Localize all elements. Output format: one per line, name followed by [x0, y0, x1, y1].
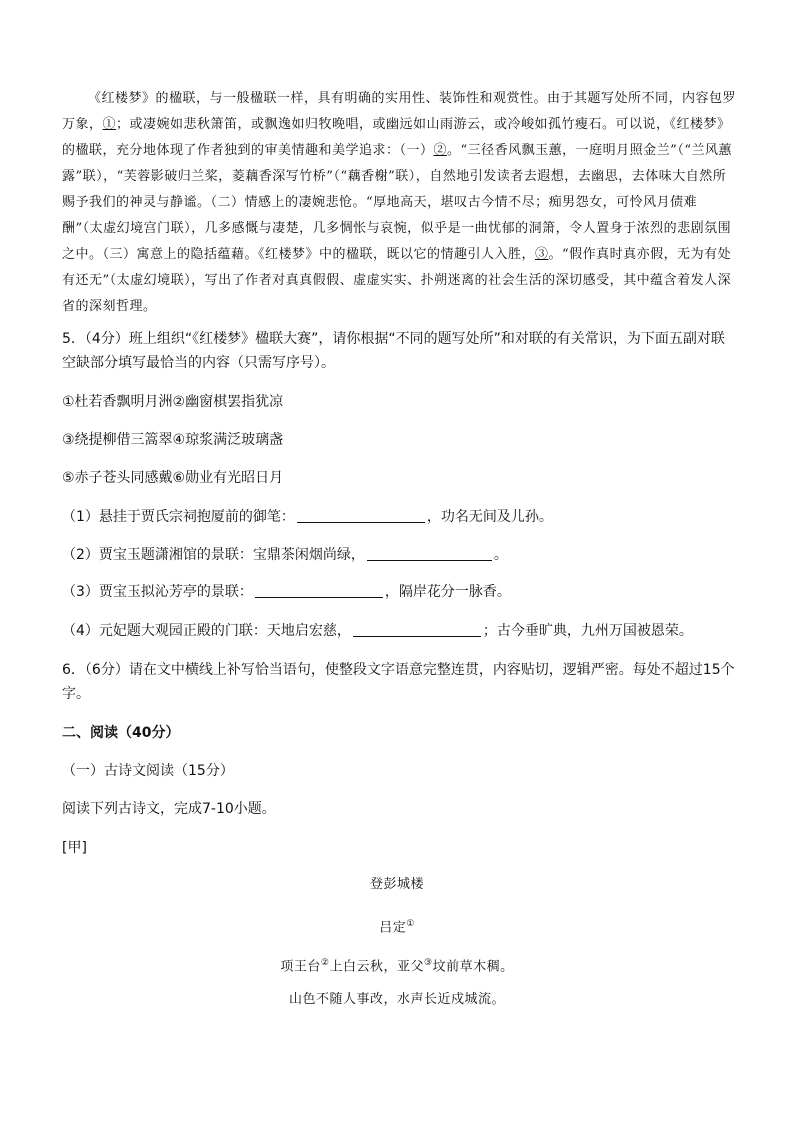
- poem-note-3: ③: [424, 958, 433, 968]
- poem-line-1: [0, 953, 794, 977]
- reading-instruction: 阅读下列古诗文，完成7-10小题。: [62, 801, 276, 817]
- poem-title: 登彭城楼: [369, 877, 424, 892]
- question-5-item-1: [62, 505, 738, 529]
- passage-blank-3: ③: [535, 247, 549, 262]
- passage-blank-2: ②: [433, 143, 448, 158]
- item-2-suffix: 。: [493, 547, 508, 563]
- item-3-answer-blank[interactable]: [255, 581, 383, 598]
- poem-line-1-b: 上白云秋，亚父: [329, 959, 424, 975]
- poem-note-2: ②: [320, 958, 330, 968]
- item-4-prefix: （4）元妃题大观园正殿的门联：天地启宏慈，: [62, 623, 351, 639]
- poem-line-1-c: 坟前草木稠。: [432, 959, 514, 975]
- passage-text-1: 《红楼梦》的楹联，与一般楹联一样，具有明确的实用性、装饰性和观赏性。由于其题写处所不同，内容包罗万象，: [62, 91, 737, 132]
- question-6: 6．（6分）请在文中横线上补写恰当语句，使整段文字语意完整连贯，内容贴切，逻辑严密。每处不超过15个字。: [62, 662, 735, 702]
- question-5-options-row-3: ⑤赤子苍头同感戴⑥勋业有光昭日月: [62, 470, 284, 486]
- text-label-jia: [甲]: [62, 840, 87, 856]
- passage-text-2: ；或凄婉如悲秋箫笛，或飘逸如归牧晚唱，或幽远如山雨游云，或冷峻如孤竹瘦石。可以说，《红楼梦》的楹联，充分地体现了作者独到的审美情趣和美学追求：（一）: [62, 117, 731, 158]
- question-5-item-4: [62, 619, 738, 643]
- passage-text-4: 。“假作真时真亦假，无为有处有还无”（太虚幻境联），写出了作者对真真假假、虚虚实实、扑朔迷离的社会生活的深切感受，其中蕴含着发人深省的深刻哲理。: [62, 247, 732, 314]
- item-4-suffix: ；古今垂旷典，九州万国被恩荣。: [482, 623, 693, 639]
- item-1-answer-blank[interactable]: [297, 506, 425, 523]
- poem-author-note: ①: [406, 919, 415, 929]
- item-3-prefix: （3）贾宝玉拟沁芳亭的景联：: [62, 584, 253, 600]
- item-1-suffix: ，功名无间及儿孙。: [426, 509, 553, 525]
- item-4-answer-blank[interactable]: [353, 620, 481, 637]
- poem-author-name: 吕定: [379, 920, 407, 936]
- question-5-options-row-2: ③绕提柳借三篙翠④琼浆满泛玻璃盏: [62, 432, 284, 448]
- section-2-heading: 二、阅读（40分）: [62, 725, 180, 741]
- section-2-subheading: （一）古诗文阅读（15分）: [62, 763, 234, 779]
- question-5-intro: 5．（4分）班上组织“《红楼梦》楹联大赛”，请你根据“不同的题写处所”和对联的有关常识，为下面五副对联空缺部分填写最恰当的内容（只需写序号）。: [62, 331, 725, 371]
- poem-line-2: 山色不随人事改，水声长近戍城流。: [288, 992, 505, 1007]
- question-5-options-row-1: ①杜若香飘明月洲②幽窗棋罢指犹凉: [62, 394, 284, 410]
- question-5-item-2: [62, 543, 738, 567]
- item-2-prefix: （2）贾宝玉题潇湘馆的景联：宝鼎茶闲烟尚绿，: [62, 547, 365, 563]
- passage-paragraph: [62, 86, 738, 320]
- item-3-suffix: ，隔岸花分一脉香。: [384, 584, 511, 600]
- passage-text-3: 。“三径香风飘玉蕙，一庭明月照金兰”（“兰风蕙露”联），“芙蓉影破归兰桨，菱藕香深写竹桥”（“藕香榭”联），自然地引发读者去遐想，去幽思，去体味大自然所赐予我们的神灵与静谧。（二）情感上的凄婉悲怆。“厚地高天，堪叹古今情不尽；痴男怨女，可怜风月债难酬”（太虚幻境宫门联），几多感慨与凄楚，几多惆怅与哀惋，似乎是一曲忧郁的洞箫，令人置身于浓烈的悲剧氛围之中。（三）寓意上的隐括蕴藉。《红楼梦》中的楹联，既以它的情趣引人入胜，: [62, 143, 732, 262]
- poem-author: [0, 914, 794, 938]
- question-5-item-3: [62, 580, 738, 604]
- item-2-answer-blank[interactable]: [367, 544, 492, 561]
- passage-blank-1: ①: [102, 117, 117, 132]
- poem-line-1-a: 项王台: [280, 959, 321, 975]
- item-1-prefix: （1）悬挂于贾氏宗祠抱厦前的御笔：: [62, 509, 295, 525]
